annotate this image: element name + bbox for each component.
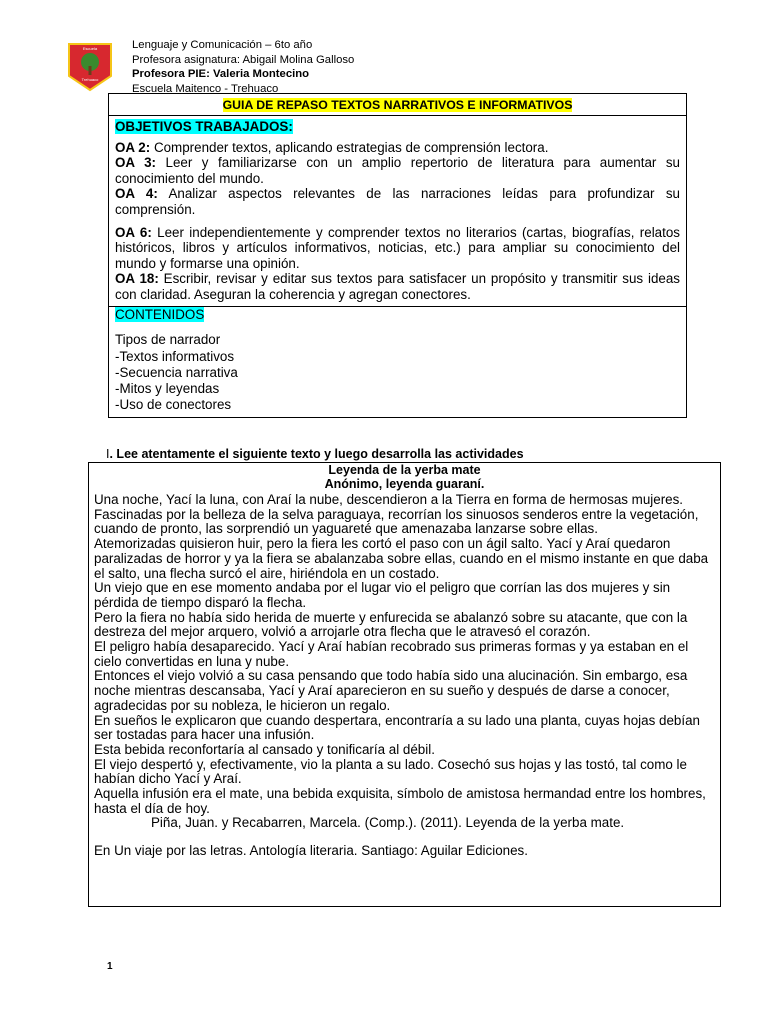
logo-bottom-text: Trehuaco (81, 77, 99, 82)
objectives-section (109, 116, 686, 307)
school-line: Escuela Maitenco - Trehuaco (132, 82, 279, 95)
content-item: Tipos de narrador (115, 332, 221, 348)
story-paragraph: Aquella infusión era el mate, una bebida exquisita, símbolo de amistosa hermandad entre los hombres, hasta el día de hoy. (94, 786, 706, 816)
story-paragraph: Una noche, Yací la luna, con Araí la nube, descendieron a la Tierra en forma de hermosas mujeres. (94, 492, 684, 507)
story-paragraph: Esta bebida reconfortaría al cansado y tonificaría al débil. (94, 741, 435, 757)
story-citation: Piña, Juan. y Recabarren, Marcela. (Comp.). (2011). Leyenda de la yerba mate. (151, 815, 625, 831)
guide-title-row (109, 94, 686, 116)
story-paragraph: Fascinadas por la belleza de la selva paraguaya, recorrían los sinuosos senderos entre la vegetación, cuando de pronto, las sorprendió un yaguareté que amenazaba lanzarse sobre ellas. (94, 506, 699, 537)
story-reference: En Un viaje por las letras. Antología literaria. Santiago: Aguilar Ediciones. (94, 843, 528, 859)
logo-top-text: Escuela (82, 46, 98, 51)
story-subtitle: Anónimo, leyenda guaraní. (324, 477, 485, 491)
instruction-number: I (106, 447, 110, 461)
guide-title: GUIA DE REPASO TEXTOS NARRATIVOS E INFORMATIVOS (222, 98, 573, 112)
story-paragraph: En sueños le explicaron que cuando despertara, encontraría a su lado una planta, cuyas hojas debían ser tostadas para hacer una infusión. (94, 712, 700, 743)
document-header (132, 38, 354, 96)
objective-item: OA 18: Escribir, revisar y editar sus textos para satisfacer un propósito y transmitir sus ideas con claridad. Aseguran la coherencia y agregan conectores. (115, 271, 680, 302)
objective-item: OA 3: Leer y familiarizarse con un amplio repertorio de literatura para aumentar su conocimiento del mundo. (115, 155, 681, 186)
contents-heading: CONTENIDOS (115, 307, 205, 322)
content-item: -Uso de conectores (115, 397, 232, 413)
teacher-line: Profesora asignatura: Abigail Molina Galloso (132, 53, 355, 66)
story-paragraph: El viejo despertó y, efectivamente, vio la planta a su lado. Cosechó sus hojas y las tostó, tal como le habían dicho Yací y Araí. (94, 756, 687, 787)
instruction-text: . Lee atentamente el siguiente texto y luego desarrolla las actividades (109, 447, 524, 461)
story-paragraph: Pero la fiera no había sido herida de muerte y enfurecida se abalanzó sobre su atacante, que con la destreza del mejor arquero, volvió a arrojarle otra flecha que le atravesó el corazón. (94, 609, 688, 640)
school-logo (67, 42, 113, 92)
story-paragraph: Entonces el viejo volvió a su casa pensando que todo había sido una alucinación. Sin embargo, esa noche mientras descansaba, Yací y Araí aparecieron en su sueño y después de darse a conocer, agradecidas por su nobleza, le hicieron un regalo. (94, 668, 688, 713)
pie-teacher-line: Profesora PIE: Valeria Montecino (132, 68, 310, 80)
activity-instruction (106, 447, 524, 461)
page-number: 1 (107, 961, 113, 972)
contents-section (109, 307, 686, 414)
guide-box (108, 93, 687, 418)
objective-item: OA 6: Leer independientemente y comprender textos no literarios (cartas, biografías, relatos históricos, libros y artículos informativos, noticias, etc.) para ampliar su conocimiento del mundo y formarse una opinión. (115, 224, 680, 271)
content-item: -Secuencia narrativa (115, 364, 238, 380)
story-box (88, 462, 721, 907)
content-item: -Mitos y leyendas (115, 381, 220, 397)
story-title: Leyenda de la yerba mate (328, 463, 481, 477)
story-paragraph: Un viejo que en ese momento andaba por el lugar vio el peligro que corrían las dos mujeres y sin pérdida de tiempo disparó la flecha. (94, 580, 671, 610)
objectives-heading: OBJETIVOS TRABAJADOS: (115, 119, 293, 134)
subject-line: Lenguaje y Comunicación – 6to año (132, 39, 313, 51)
story-paragraph: Atemorizadas quisieron huir, pero la fiera les cortó el paso con un ágil salto. Yací y Araí quedaron paralizadas de horror y ya la fiera se abalanzaba sobre ellas, cuando en el mismo instante en que daba el salto, una flecha surcó el aire, hiriéndola en un costado. (94, 536, 709, 581)
story-paragraph: El peligro había desaparecido. Yací y Araí habían recobrado sus primeras formas y ya estaban en el cielo convertidas en luna y nube. (94, 639, 689, 669)
objective-item: OA 4: Analizar aspectos relevantes de las narraciones leídas para profundizar su comprensión. (115, 186, 680, 217)
content-item: -Textos informativos (115, 348, 235, 364)
objective-item: OA 2: Comprender textos, aplicando estrategias de comprensión lectora. (115, 139, 549, 155)
